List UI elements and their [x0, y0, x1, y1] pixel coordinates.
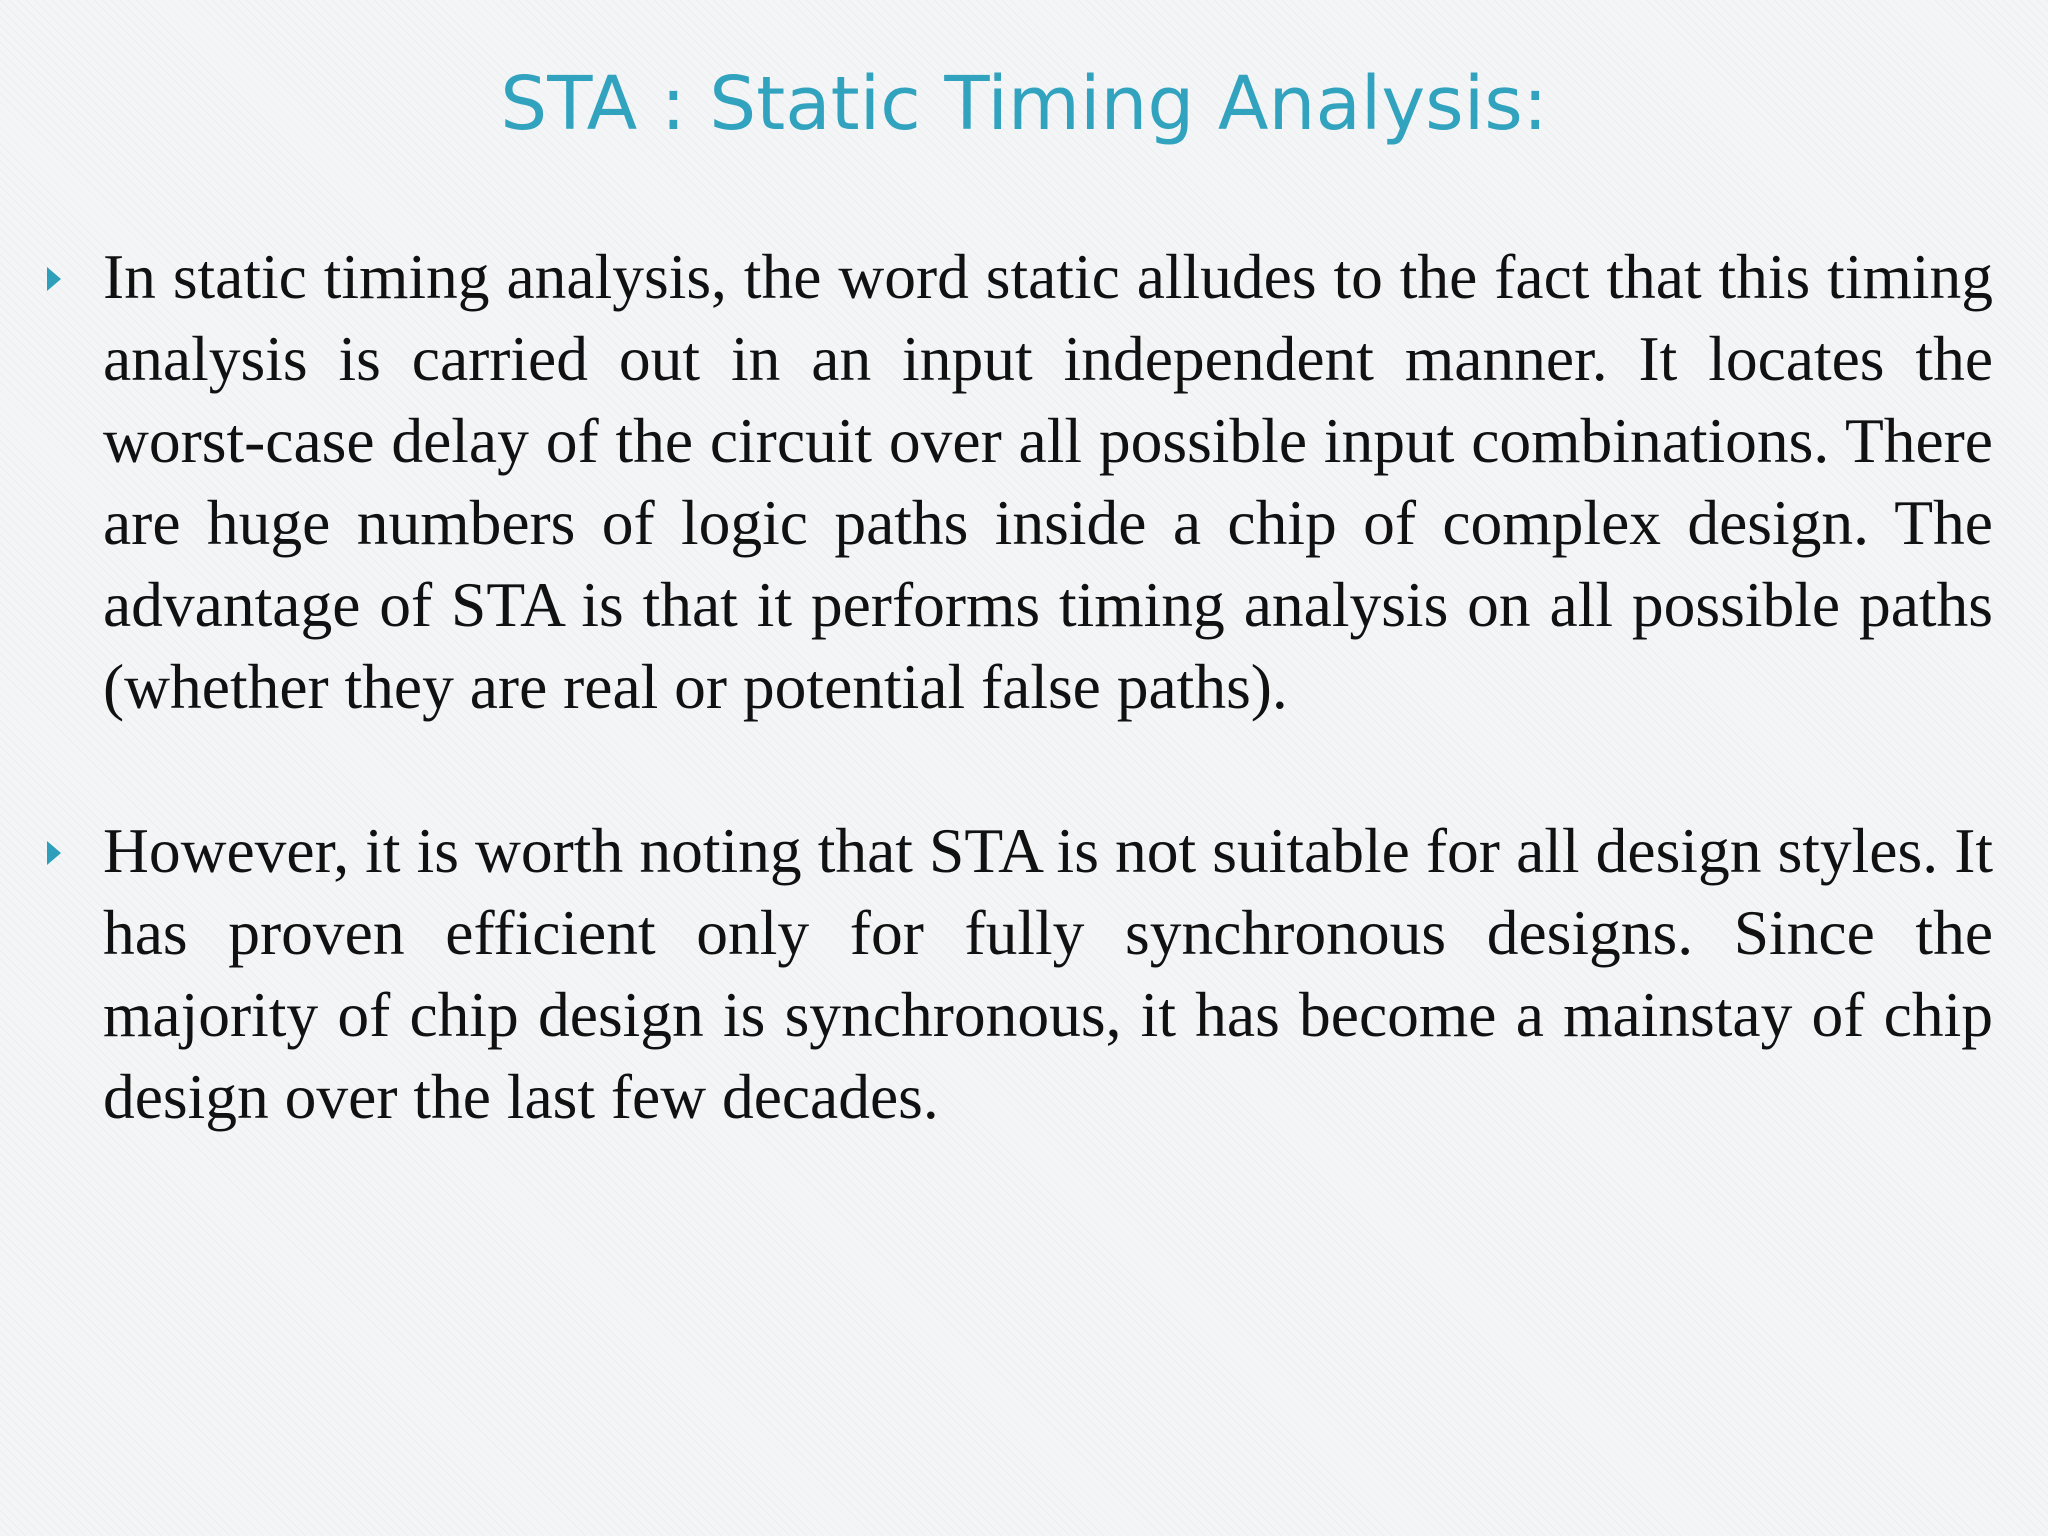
- bullet-text: In static timing analysis, the word static alludes to the fact that this timing analysis is carried out in an input independent manner. It locates the worst-case delay of the circuit over all possible input combinations. There are huge numbers of logic paths inside a chip of complex design. The advantage of STA is that it performs timing analysis on all possible paths (whether they are real or potential false paths).: [103, 241, 1993, 722]
- bullet-item-static-timing: [103, 236, 1993, 728]
- bullet-text: However, it is worth noting that STA is not suitable for all design styles. It has proven efficient only for fully synchronous designs. Since the majority of chip design is synchronous, it has become a mainstay of chip design over the last few decades.: [103, 815, 1993, 1132]
- triangle-right-icon: [47, 841, 61, 865]
- bullet-item-sta-limitations: [103, 810, 1993, 1138]
- slide-title: STA : Static Timing Analysis:: [500, 61, 1548, 147]
- bullet-list: [0, 236, 2048, 1138]
- triangle-right-icon: [47, 267, 61, 291]
